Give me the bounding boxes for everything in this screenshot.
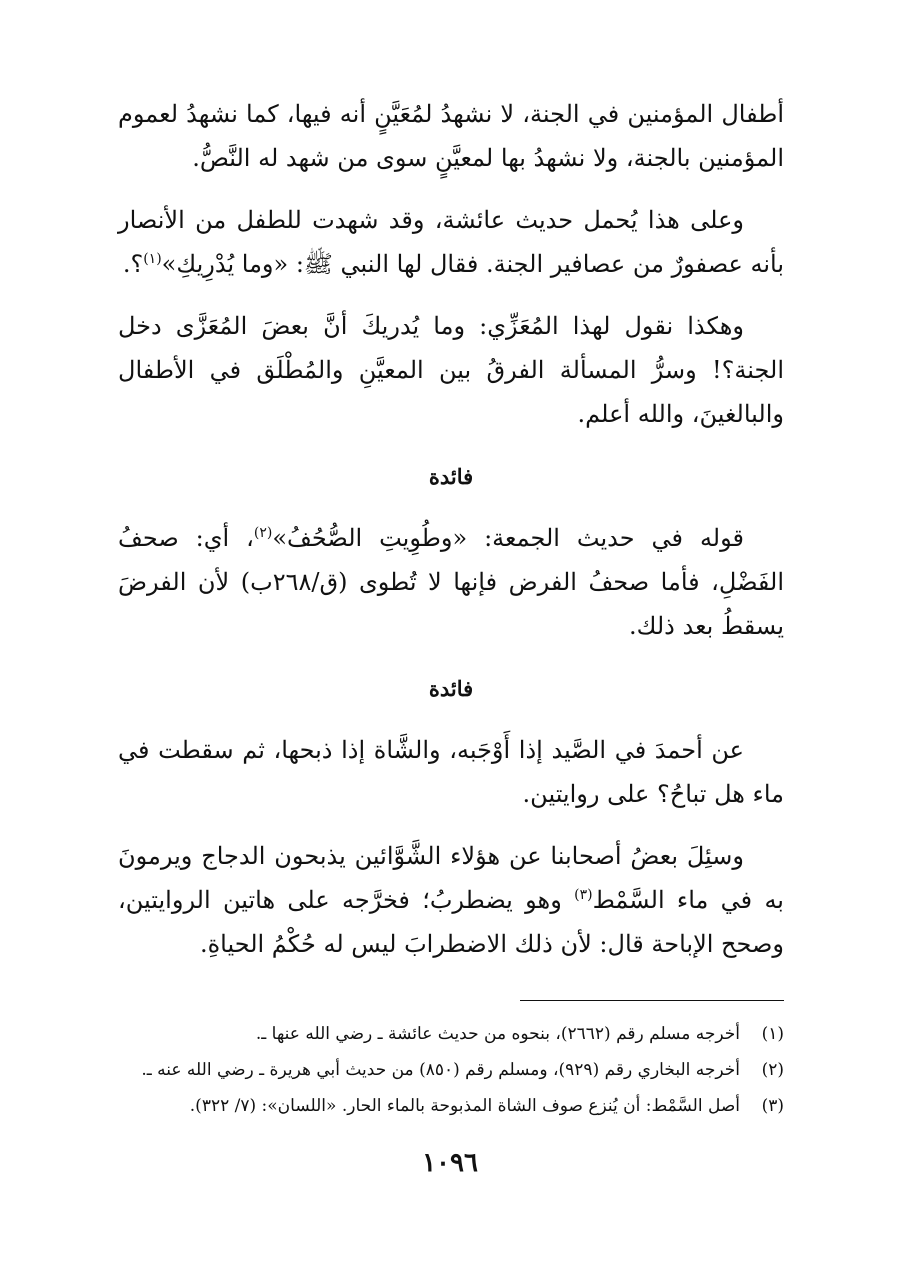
footnote-text: أصل السَّمْط: أن يُنزع صوف الشاة المذبوحة بالماء الحار. «اللسان»: (٧/ ٣٢٢). [189,1096,740,1116]
page-body [118,92,784,1127]
footnote-item [118,1055,784,1085]
paragraph-4-text-before: قوله في حديث الجمعة: «وطُوِيتِ الصُّحُفُ» [272,524,744,552]
footnote-divider [520,1000,784,1001]
paragraph-4-text-after: ، أي: صحفُ الفَضْلِ، فأما صحفُ الفرض فإنها لا تُطوى (ق/٢٦٨ب) لأن الفرضَ يسقطُ بعد ذلك. [118,524,785,640]
paragraph-1-text: أطفال المؤمنين في الجنة، لا نشهدُ لمُعَيَّنٍ أنه فيها، كما نشهدُ لعموم المؤمنين بالجنة، ولا نشهدُ بها لمعيَّنٍ سوى من شهد له النَّصُّ. [118,100,784,172]
footnote-text: أخرجه البخاري رقم (٩٢٩)، ومسلم رقم (٨٥٠) من حديث أبي هريرة ـ رضي الله عنه ـ. [141,1060,740,1080]
paragraph-6 [118,834,784,966]
footnote-item [118,1019,784,1049]
footnote-item [118,1091,784,1121]
footnote-ref-3[interactable]: (٣) [574,887,593,903]
section-heading-2: فائدة [428,676,474,701]
paragraph-2-text-after: ؟. [122,250,144,278]
paragraph-6-text-after: وهو يضطربُ؛ فخرَّجه على هاتين الروايتين، وصحح الإباحة قال: لأن ذلك الاضطرابَ ليس له حُكْمُ الحياةِ. [118,886,784,958]
footnote-text: أخرجه مسلم رقم (٢٦٦٢)، بنحوه من حديث عائشة ـ رضي الله عنها ـ. [255,1024,740,1044]
paragraph-5 [118,728,784,816]
section-heading-1: فائدة [428,464,474,489]
footnotes [118,1019,784,1121]
page-number: ١٠٩٦ [422,1148,478,1178]
paragraph-1 [118,92,784,180]
footnote-number: (٣) [761,1096,784,1116]
paragraph-3 [118,304,784,436]
footnote-number: (١) [761,1024,784,1044]
paragraph-3-text: وهكذا نقول لهذا المُعَزِّي: وما يُدريكَ أنَّ بعضَ المُعَزَّى دخل الجنة؟! وسرُّ المسألة الفرقُ بين المعيَّنِ والمُطْلَق في الأطفال والبالغينَ، والله أعلم. [118,312,784,428]
footnote-number: (٢) [761,1060,784,1080]
paragraph-2-text-before: وعلى هذا يُحمل حديث عائشة، وقد شهدت للطفل من الأنصار بأنه عصفورٌ من عصافير الجنة. فقال لها النبي ﷺ: «وما يُدْرِيكِ» [118,206,784,278]
footnote-ref-2[interactable]: (٢) [253,525,273,541]
footnote-ref-1[interactable]: (١) [143,251,162,267]
paragraph-2 [118,198,784,286]
paragraph-6-text-before: وسئِلَ بعضُ أصحابنا عن هؤلاء الشَّوَّائين يذبحون الدجاج ويرمونَ به في ماء السَّمْط [118,842,784,914]
paragraph-4 [118,516,784,648]
paragraph-5-text: عن أحمدَ في الصَّيد إذا أَوْجَبه، والشَّاة إذا ذبحها، ثم سقطت في ماء هل تباحُ؟ على روايتين. [118,736,784,808]
